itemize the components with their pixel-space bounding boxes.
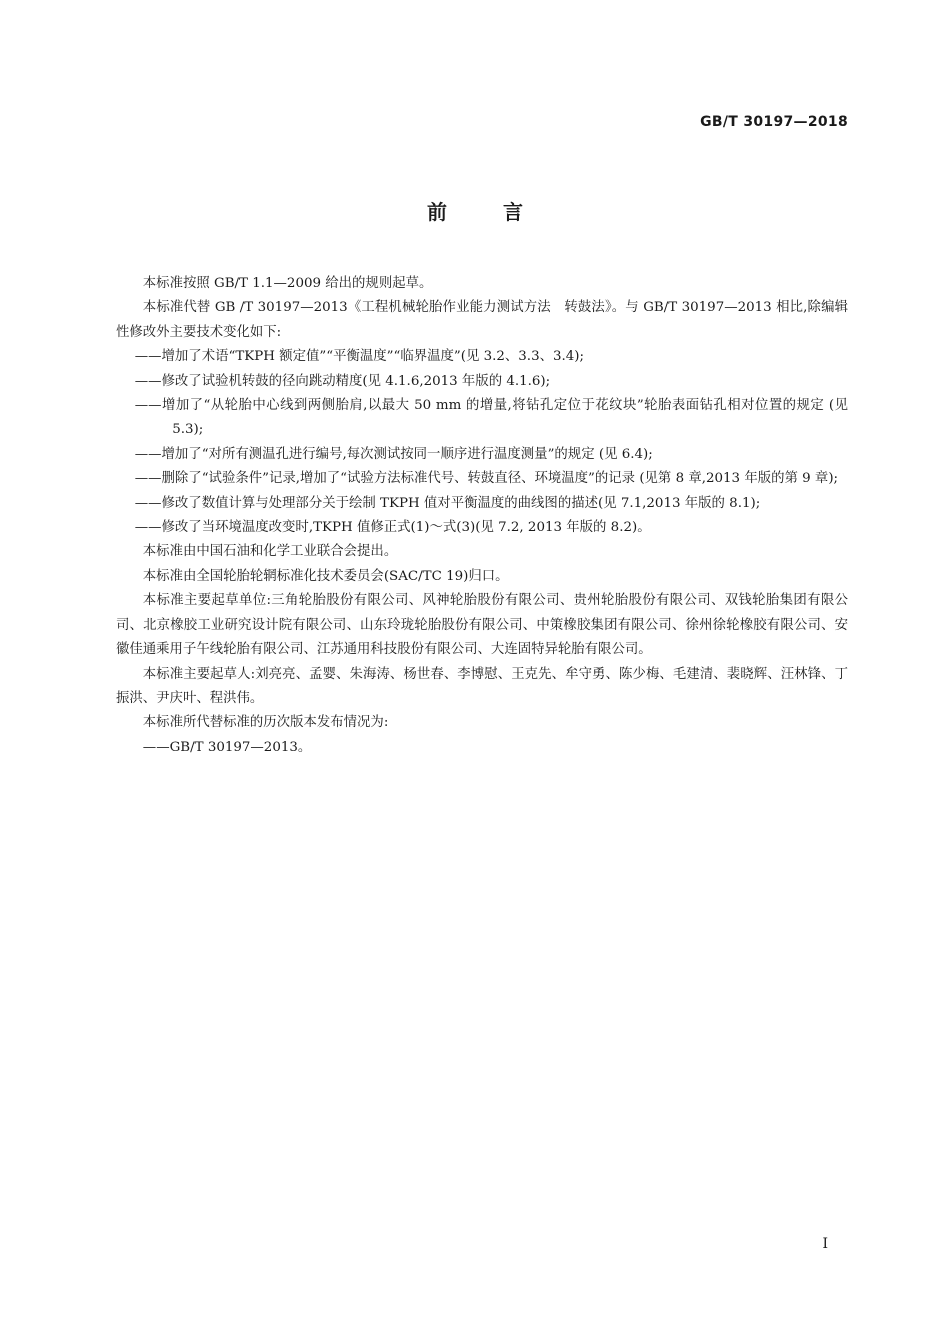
change-item: ——增加了“对所有测温孔进行编号,每次测试按同一顺序进行温度测量”的规定 (见 6.4);	[134, 446, 653, 462]
paragraph-proposer: 本标准由中国石油和化学工业联合会提出。	[142, 544, 398, 560]
paragraph-drafters: 本标准主要起草人:刘亮亮、孟婴、朱海涛、杨世春、李博慰、王克先、牟守勇、陈少梅、毛建清、裴晓辉、汪林锋、丁振洪、尹庆叶、程洪伟。	[116, 666, 848, 706]
paragraph-history-intro: 本标准所代替标准的历次版本发布情况为:	[142, 715, 389, 731]
change-item: ——修改了数值计算与处理部分关于绘制 TKPH 值对平衡温度的曲线图的描述(见 7.1,2013 年版的 8.1);	[134, 495, 761, 511]
change-item: ——修改了当环境温度改变时,TKPH 值修正式(1)～式(3)(见 7.2, 2013 年版的 8.2)。	[134, 520, 651, 536]
change-item: ——修改了试验机转鼓的径向跳动精度(见 4.1.6,2013 年版的 4.1.6);	[134, 373, 551, 389]
paragraph-drafting-rules: 本标准按照 GB/T 1.1—2009 给出的规则起草。	[142, 276, 433, 291]
paragraph-drafting-units: 本标准主要起草单位:三角轮胎股份有限公司、风神轮胎股份有限公司、贵州轮胎股份有限公司、双钱轮胎集团有限公司、北京橡胶工业研究设计院有限公司、山东玲珑轮胎股份有限公司、中策橡胶集团有限公司、徐州徐轮橡胶有限公司、安徽佳通乘用子午线轮胎有限公司、江苏通用科技股份有限公司、大连固特异轮胎有限公司。	[116, 593, 848, 658]
page-title: 前言	[427, 200, 579, 224]
paragraph-history-item: ——GB/T 30197—2013。	[142, 739, 312, 755]
paragraph-replacement: 本标准代替 GB /T 30197—2013《工程机械轮胎作业能力测试方法 转鼓法》。与 GB/T 30197—2013 相比,除编辑性修改外主要技术变化如下:	[116, 300, 848, 340]
paragraph-committee: 本标准由全国轮胎轮辋标准化技术委员会(SAC/TC 19)归口。	[142, 568, 509, 584]
change-item: ——增加了“从轮胎中心线到两侧胎肩,以最大 50 mm 的增量,将钻孔定位于花纹块”轮胎表面钻孔相对位置的规定 (见 5.3);	[134, 398, 848, 438]
page-number: I	[822, 1236, 828, 1252]
foreword-body	[116, 272, 848, 760]
change-item: ——增加了术语“TKPH 额定值”“平衡温度”“临界温度”(见 3.2、3.3、3.4);	[134, 349, 585, 365]
change-item: ——删除了“试验条件”记录,增加了“试验方法标准代号、转鼓直径、环境温度”的记录 (见第 8 章,2013 年版的第 9 章);	[134, 471, 839, 487]
standard-code: GB/T 30197—2018	[700, 114, 848, 130]
